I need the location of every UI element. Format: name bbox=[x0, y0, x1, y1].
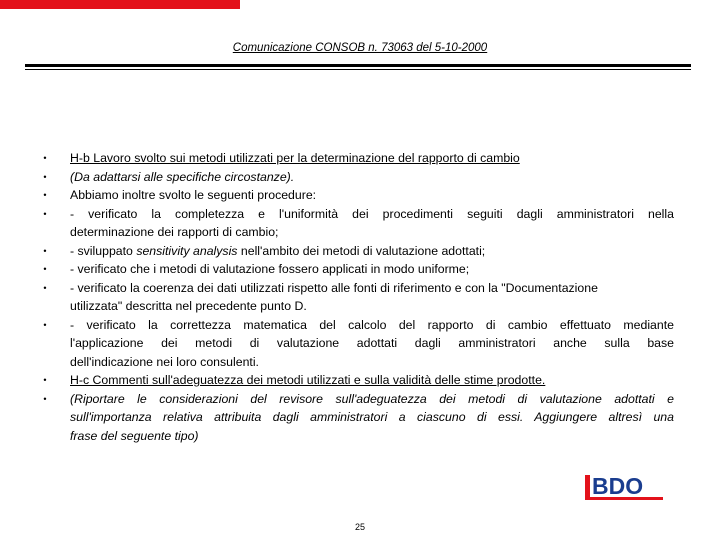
top-accent-bar bbox=[0, 0, 240, 9]
bdo-logo bbox=[585, 471, 665, 501]
text-line: l'applicazione dei metodi di valutazione adottati dagli amministratori anche sulla base bbox=[70, 336, 674, 350]
document-header-title: Comunicazione CONSOB n. 73063 del 5-10-2000 bbox=[232, 42, 488, 54]
bullet-marker: • bbox=[43, 245, 47, 256]
text-line: (Da adattarsi alle specifiche circostanze). bbox=[70, 169, 295, 184]
page-number: 25 bbox=[354, 522, 365, 532]
text-line: - verificato la coerenza dei dati utilizzati rispetto alle fonti di riferimento e con la "Documentazione bbox=[70, 280, 598, 295]
bullet-marker: • bbox=[43, 153, 47, 163]
logo-accent-bar bbox=[585, 475, 590, 499]
logo-text: BDO bbox=[592, 473, 644, 499]
header-rule-thick bbox=[25, 64, 691, 67]
bullet-marker: • bbox=[43, 171, 47, 182]
bullet-marker: • bbox=[43, 375, 47, 385]
bullet-marker: • bbox=[43, 190, 47, 200]
bullet-marker: • bbox=[43, 264, 47, 274]
bullet-marker: • bbox=[43, 319, 47, 330]
text-line: determinazione dei rapporti di cambio; bbox=[70, 225, 279, 239]
section-heading-hc: H-c Commenti sull'adeguatezza dei metodi utilizzati e sulla validità delle stime prodotte. bbox=[70, 373, 546, 387]
text-span: nell'ambito dei metodi di valutazione adottati; bbox=[237, 243, 486, 258]
text-line: (Riportare le considerazioni del revisore sull'adeguatezza dei metodi di valutazione adottati e bbox=[70, 391, 674, 406]
bullet-marker: • bbox=[43, 282, 47, 293]
text-line: dell'indicazione nei loro consulenti. bbox=[70, 354, 259, 369]
bullet-marker: • bbox=[43, 393, 47, 404]
text-line: Abbiamo inoltre svolto le seguenti procedure: bbox=[70, 188, 317, 202]
text-line: sull'importanza relativa attribuita dagli amministratori a ciascuno di essi. Aggiungere altresì una bbox=[70, 410, 674, 424]
section-heading-hb: H-b Lavoro svolto sui metodi utilizzati per la determinazione del rapporto di cambio bbox=[70, 151, 520, 165]
text-line: frase del seguente tipo) bbox=[70, 428, 199, 443]
emphasized-term: sensitivity analysis bbox=[136, 243, 238, 258]
header-rule-thin bbox=[25, 69, 691, 70]
text-line: utilizzata" descritta nel precedente punto D. bbox=[70, 299, 307, 313]
text-line bbox=[70, 242, 674, 261]
text-span: - sviluppato bbox=[70, 243, 137, 258]
text-line: - verificato la correttezza matematica del calcolo del rapporto di cambio effettuato mediante bbox=[70, 317, 674, 332]
bullet-marker: • bbox=[43, 208, 47, 219]
text-line: - verificato la completezza e l'uniformità dei procedimenti seguiti dagli amministratori nella bbox=[70, 206, 674, 221]
text-line: - verificato che i metodi di valutazione fossero applicati in modo uniforme; bbox=[70, 262, 470, 276]
